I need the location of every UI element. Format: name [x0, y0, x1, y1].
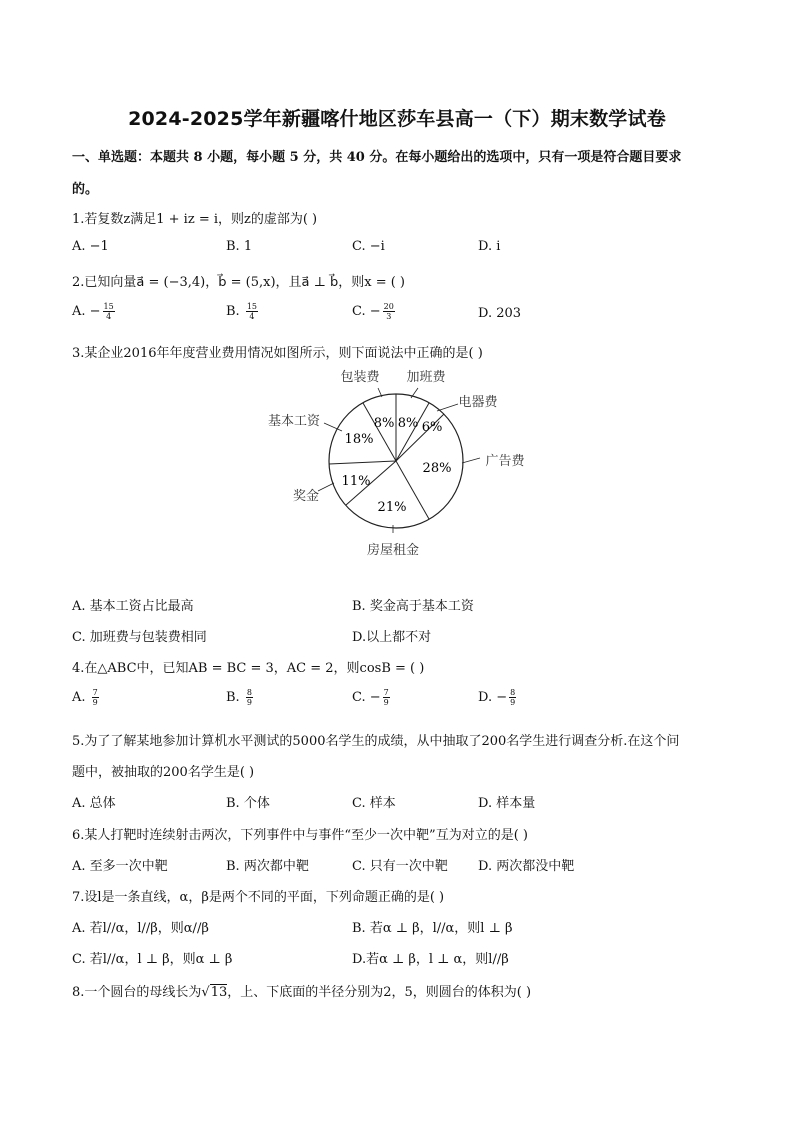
fraction-denominator: 9 — [510, 698, 516, 707]
question-5-option-c: C. 样本 — [352, 796, 396, 811]
fraction-numerator: 15 — [246, 302, 258, 311]
question-3-option-d: D.以上都不对 — [352, 630, 432, 645]
option-c-prefix: C. − — [352, 690, 381, 705]
fraction-numerator: 8 — [246, 688, 252, 697]
question-6-stem: 6.某人打靶时连续射击两次，下列事件中与事件“至少一次中靶”互为对立的是( ) — [72, 828, 528, 843]
question-6-option-c: C. 只有一次中靶 — [352, 859, 448, 874]
question-1-option-a: A. −1 — [72, 239, 109, 254]
question-5-option-a: A. 总体 — [72, 796, 116, 811]
question-5-option-d: D. 样本量 — [478, 796, 536, 811]
question-2-option-c — [352, 302, 395, 321]
question-1-option-c: C. −i — [352, 239, 385, 254]
fraction-denominator: 4 — [249, 312, 255, 321]
question-8-radicand: 13 — [210, 985, 228, 1000]
fraction-numerator: 7 — [92, 688, 98, 697]
option-a-prefix: A. − — [72, 304, 101, 319]
pie-label-jiangjin: 奖金 — [292, 489, 320, 504]
option-b-fraction — [246, 688, 253, 707]
question-8-stem — [72, 981, 531, 1000]
leader-line — [318, 483, 334, 491]
question-5-option-b: B. 个体 — [226, 796, 270, 811]
fraction-numerator: 20 — [383, 302, 394, 311]
page-title: 2024-2025学年新疆喀什地区莎车县高一（下）期末数学试卷 — [128, 108, 666, 130]
pie-percent-baozhuang: 8% — [373, 416, 395, 431]
question-7-option-d: D.若α ⊥ β，l ⊥ α，则l//β — [352, 952, 509, 967]
question-7-option-b: B. 若α ⊥ β，l//α，则l ⊥ β — [352, 921, 513, 936]
question-8-suffix: ，上、下底面的半径分别为2，5，则圆台的体积为( ) — [227, 985, 532, 1000]
section-heading-line1: 一、单选题：本题共 8 小题，每小题 5 分，共 40 分。在每小题给出的选项中，只有一项是符合题目要求 — [72, 150, 682, 165]
leader-line — [462, 458, 480, 463]
leader-line — [437, 404, 458, 411]
question-6-option-d: D. 两次都没中靶 — [478, 859, 575, 874]
question-3-option-a: A. 基本工资占比最高 — [72, 599, 194, 614]
question-6-option-a: A. 至多一次中靶 — [72, 859, 168, 874]
pie-label-jiben: 基本工资 — [267, 414, 321, 429]
pie-percent-jiaban: 8% — [397, 416, 419, 431]
question-6-option-b: B. 两次都中靶 — [226, 859, 309, 874]
pie-percent-guanggao: 28% — [422, 461, 452, 476]
option-a-prefix: A. — [72, 690, 90, 705]
question-7-option-a: A. 若l//α，l//β，则α//β — [72, 921, 209, 936]
fraction-numerator: 7 — [383, 688, 389, 697]
question-7-option-c: C. 若l//α，l ⊥ β，则α ⊥ β — [72, 952, 233, 967]
question-4-option-c — [352, 688, 390, 707]
pie-label-dianqi: 电器费 — [458, 395, 498, 410]
pie-label-guanggao: 广告费 — [485, 454, 525, 469]
pie-divider — [329, 461, 396, 464]
option-b-prefix: B. — [226, 690, 244, 705]
question-3-option-b: B. 奖金高于基本工资 — [352, 599, 474, 614]
option-c-fraction — [383, 302, 395, 321]
expense-pie-chart — [0, 360, 794, 590]
question-4-stem: 4.在△ABC中，已知AB = BC = 3，AC = 2，则cosB = ( ) — [72, 661, 425, 676]
question-4-option-d — [478, 688, 516, 707]
pie-percent-jiben: 18% — [344, 432, 374, 447]
fraction-numerator: 8 — [510, 688, 516, 697]
fraction-denominator: 3 — [386, 312, 392, 321]
question-8-prefix: 8.一个圆台的母线长为√ — [72, 985, 210, 1000]
question-4-option-b — [226, 688, 253, 707]
option-c-prefix: C. − — [352, 304, 381, 319]
fraction-denominator: 9 — [383, 698, 389, 707]
pie-label-baozhuang: 包装费 — [340, 370, 380, 385]
question-2-option-d: D. 203 — [478, 306, 522, 321]
question-2-stem: 2.已知向量a⃗ = (−3,4)，b⃗ = (5,x)，且a⃗ ⊥ b⃗，则x = ( ) — [72, 275, 405, 290]
question-7-stem: 7.设l是一条直线，α，β是两个不同的平面，下列命题正确的是( ) — [72, 890, 445, 905]
option-b-fraction — [246, 302, 258, 321]
section-heading-line2: 的。 — [72, 182, 99, 197]
question-2-option-a — [72, 302, 115, 321]
option-d-fraction — [509, 688, 516, 707]
option-d-prefix: D. − — [478, 690, 508, 705]
pie-percent-dianqi: 6% — [421, 420, 443, 435]
question-2-option-b — [226, 302, 258, 321]
pie-label-jiaban: 加班费 — [406, 370, 446, 385]
question-5-stem-line2: 题中，被抽取的200名学生是( ) — [72, 765, 255, 780]
question-1-option-d: D. i — [478, 239, 501, 254]
question-3-stem: 3.某企业2016年年度营业费用情况如图所示，则下面说法中正确的是( ) — [72, 346, 483, 361]
question-5-stem-line1: 5.为了了解某地参加计算机水平测试的5000名学生的成绩，从中抽取了200名学生进行调查分析.在这个问 — [72, 734, 680, 749]
fraction-denominator: 9 — [246, 698, 252, 707]
question-1-stem: 1.若复数z满足1 + iz = i，则z的虚部为( ) — [72, 212, 318, 227]
question-1-option-b: B. 1 — [226, 239, 253, 254]
pie-label-fangwu: 房屋租金 — [366, 543, 420, 558]
option-c-fraction — [383, 688, 390, 707]
question-4-option-a — [72, 688, 99, 707]
question-3-option-c: C. 加班费与包装费相同 — [72, 630, 207, 645]
fraction-denominator: 9 — [92, 698, 98, 707]
option-b-prefix: B. — [226, 304, 244, 319]
fraction-denominator: 4 — [106, 312, 112, 321]
pie-percent-fangwu: 21% — [377, 500, 407, 515]
option-a-fraction — [103, 302, 115, 321]
option-a-fraction — [92, 688, 99, 707]
fraction-numerator: 15 — [103, 302, 114, 311]
pie-percent-jiangjin: 11% — [341, 474, 371, 489]
